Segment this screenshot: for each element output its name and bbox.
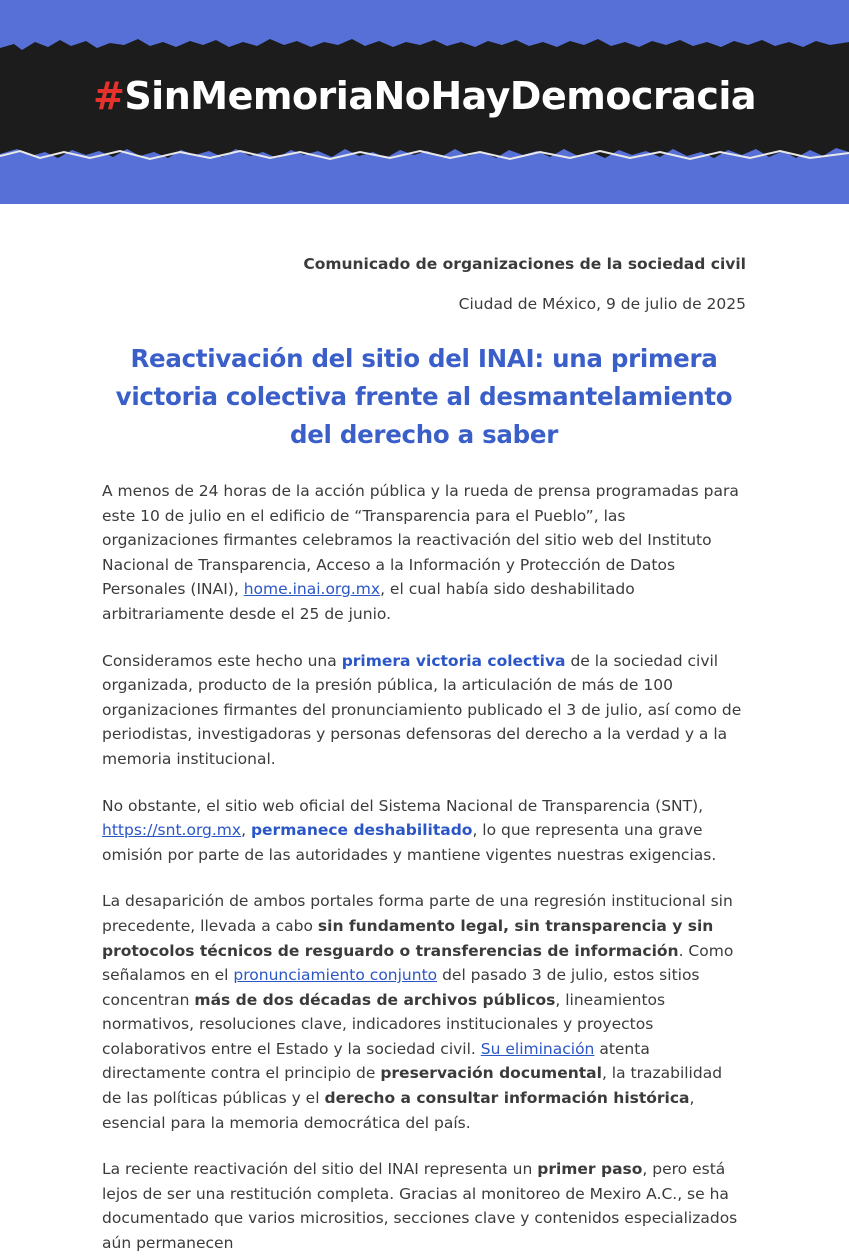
joint-statement-link[interactable]: pronunciamiento conjunto bbox=[233, 966, 438, 985]
organizations-line: Comunicado de organizaciones de la sociedad civil bbox=[303, 255, 746, 273]
hash-symbol: # bbox=[92, 74, 125, 118]
paragraph-1 bbox=[102, 479, 746, 627]
emphasis: más de dos décadas de archivos públicos bbox=[194, 990, 556, 1009]
emphasis-blue: permanece deshabilitado bbox=[250, 821, 473, 840]
text-span: atenta directamente contra el principio de bbox=[102, 1039, 650, 1083]
text-span: . Como señalamos en el bbox=[102, 941, 734, 985]
text-span: La reciente reactivación del sitio del INAI representa un bbox=[102, 1160, 538, 1179]
text-span: , esencial para la memoria democrática del país. bbox=[102, 1089, 695, 1132]
emphasis: derecho a consultar información histórica bbox=[324, 1089, 690, 1108]
text-span: , pero está lejos de ser una restitución completa. Gracias al monitoreo de Mexiro A.C., se ha documentado que varios micrositios, secciones clave y contenidos especializados aún permanecen bbox=[102, 1160, 738, 1253]
text-span: A menos de 24 horas de la acción pública y la rueda de prensa programadas para este 10 de julio en el edificio de “Transparencia para el Pueblo”, las organizaciones firmantes celebramos la reactivación del sitio web del Instituto Nacional de Transparencia, Acceso a la Información y Protección de Datos Personales (INAI), bbox=[102, 482, 739, 599]
text-span: La desaparición de ambos portales forma parte de una regresión institucional sin precedente, llevada a cabo bbox=[102, 892, 733, 935]
headline: Reactivación del sitio del INAI: una primera victoria colectiva frente al desmantelamiento del derecho a saber bbox=[115, 344, 733, 449]
header-banner bbox=[0, 0, 849, 204]
date-line: Ciudad de México, 9 de julio de 2025 bbox=[458, 295, 746, 313]
elimination-link[interactable]: Su eliminación bbox=[480, 1039, 595, 1058]
inai-link[interactable]: home.inai.org.mx bbox=[243, 580, 381, 599]
emphasis: preservación documental bbox=[380, 1064, 602, 1083]
emphasis: primer paso bbox=[537, 1160, 643, 1179]
text-span: No obstante, el sitio web oficial del Sistema Nacional de Transparencia (SNT), bbox=[102, 796, 704, 815]
document-body bbox=[102, 255, 746, 1256]
text-span: del pasado 3 de julio, estos sitios concentran bbox=[102, 966, 700, 1009]
snt-link[interactable]: https://snt.org.mx bbox=[102, 821, 242, 840]
text-span: , bbox=[241, 821, 251, 840]
hashtag-text: SinMemoriaNoHayDemocracia bbox=[124, 74, 757, 118]
paragraph-4 bbox=[102, 889, 746, 1135]
text-span: de la sociedad civil organizada, producto de la presión pública, la articulación de más de 100 organizaciones firmantes del pronunciamiento publicado el 3 de julio, así como de periodistas, investigadoras y personas defensoras del derecho a la verdad y a la memoria institucional. bbox=[102, 651, 742, 768]
text-span: , lo que representa una grave omisión por parte de las autoridades y mantiene vigentes nuestras exigencias. bbox=[102, 821, 717, 864]
text-span: Consideramos este hecho una bbox=[102, 651, 342, 670]
text-span: , el cual había sido deshabilitado arbitrariamente desde el 25 de junio. bbox=[102, 580, 635, 623]
emphasis-blue: primera victoria colectiva bbox=[341, 651, 566, 670]
paragraph-5 bbox=[102, 1157, 746, 1255]
text-span: , lineamientos normativos, resoluciones clave, indicadores institucionales y proyectos colaborativos entre el Estado y la sociedad civil. bbox=[102, 990, 666, 1058]
emphasis: sin fundamento legal, sin transparencia y sin protocolos técnicos de resguardo o transferencias de información bbox=[102, 916, 714, 960]
paragraph-3 bbox=[102, 794, 746, 868]
paragraph-2 bbox=[102, 649, 746, 772]
campaign-hashtag bbox=[0, 74, 849, 118]
text-span: , la trazabilidad de las políticas públicas y el bbox=[102, 1064, 723, 1108]
